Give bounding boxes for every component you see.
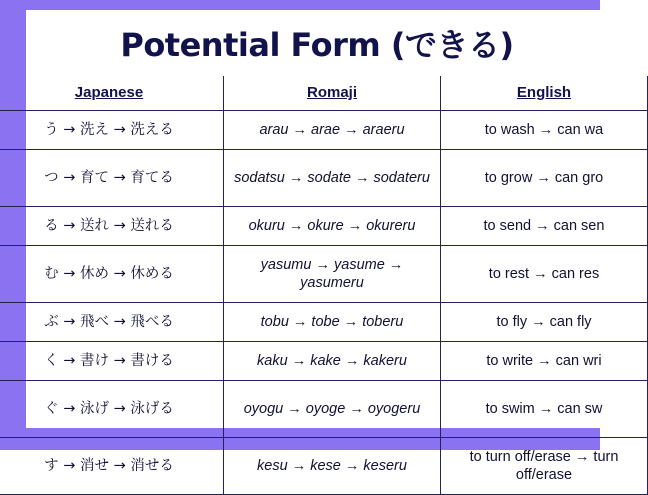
cell-english: to swim → can sw (441, 381, 648, 438)
table-row (0, 342, 648, 381)
cell-japanese: む → 休め → 休める (0, 246, 224, 303)
potential-form-table (0, 76, 648, 495)
cell-english: to wash → can wa (441, 111, 648, 150)
cell-english: to write → can wri (441, 342, 648, 381)
cell-japanese: ぐ → 泳げ → 泳げる (0, 381, 224, 438)
cell-japanese: う → 洗え → 洗える (0, 111, 224, 150)
cell-romaji: okuru → okure → okureru (224, 207, 441, 246)
cell-romaji: tobu → tobe → toberu (224, 303, 441, 342)
table-row (0, 438, 648, 495)
column-header-japanese: Japanese (0, 76, 224, 111)
cell-english: to fly → can fly (441, 303, 648, 342)
table-row (0, 150, 648, 207)
table-row (0, 246, 648, 303)
table-row (0, 111, 648, 150)
cell-romaji: arau → arae → araeru (224, 111, 441, 150)
cell-japanese: る → 送れ → 送れる (0, 207, 224, 246)
column-header-romaji: Romaji (224, 76, 441, 111)
cell-romaji: kaku → kake → kakeru (224, 342, 441, 381)
cell-english: to send → can sen (441, 207, 648, 246)
content-sheet (26, 10, 619, 483)
cell-english: to turn off/erase → turn off/erase (441, 438, 648, 495)
cell-japanese: ぶ → 飛べ → 飛べる (0, 303, 224, 342)
cell-japanese: く → 書け → 書ける (0, 342, 224, 381)
cell-romaji: kesu → kese → keseru (224, 438, 441, 495)
table-row (0, 381, 648, 438)
cell-romaji: sodatsu → sodate → sodateru (224, 150, 441, 207)
cell-romaji: oyogu → oyoge → oyogeru (224, 381, 441, 438)
page-title: Potential Form (できる) (120, 26, 514, 64)
cell-japanese: す → 消せ → 消せる (0, 438, 224, 495)
cell-english: to grow → can gro (441, 150, 648, 207)
table-row (0, 303, 648, 342)
table-row (0, 207, 648, 246)
cell-japanese: つ → 育て → 育てる (0, 150, 224, 207)
cell-english: to rest → can res (441, 246, 648, 303)
cell-romaji: yasumu → yasume → yasumeru (224, 246, 441, 303)
column-header-english: English (441, 76, 648, 111)
table-header-row (0, 76, 648, 111)
